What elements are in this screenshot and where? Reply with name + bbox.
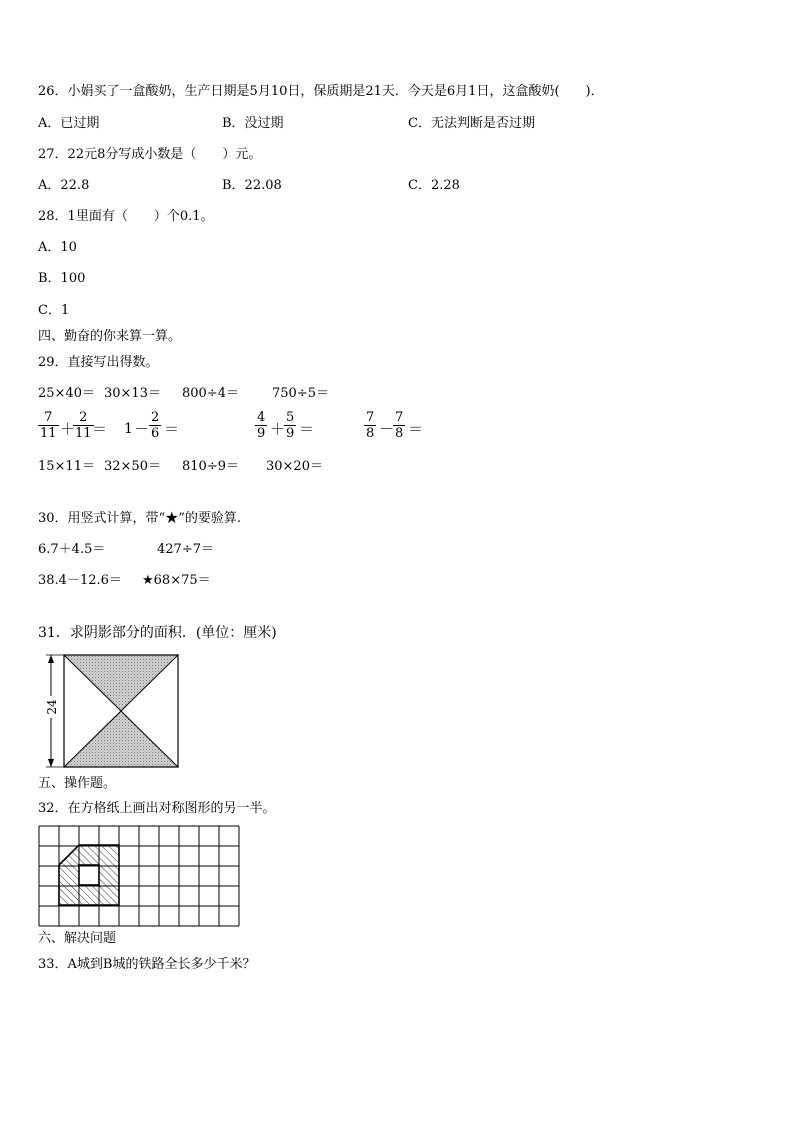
q28-option-a: A．10 (38, 240, 77, 255)
q29-row1-expr-1: 25×40＝ (38, 386, 95, 401)
shaded-triangle-bottom (64, 711, 178, 767)
equals-sign: ＝ (408, 420, 424, 438)
q31-shaded-square-figure (38, 650, 183, 772)
hatched-half-figure (59, 845, 119, 905)
denominator: 8 (366, 426, 375, 441)
equals-sign: ＝ (299, 420, 315, 438)
hatched-cell (79, 885, 99, 905)
dimension-label: 24 (45, 699, 59, 715)
plus-operator: ＋ (60, 420, 76, 438)
q29-stem: 29．直接写出得数。 (38, 355, 159, 370)
q29-fraction (364, 410, 376, 441)
q29-row1-expr-3: 800÷4＝ (182, 386, 239, 401)
q26-stem: 26．小娟买了一盒酸奶，生产日期是5月10日，保质期是21天．今天是6月1日，这盒酸奶( )． (38, 84, 604, 99)
q29-row1-expr-4: 750÷5＝ (272, 386, 329, 401)
arrow-up-icon (48, 655, 54, 663)
hatched-cell (59, 885, 79, 905)
minus-operator: － (379, 420, 395, 438)
section-6-heading: 六、解决问题 (38, 931, 117, 946)
section-5-heading: 五、操作题。 (38, 776, 117, 791)
q30-item-4: ★68×75＝ (142, 573, 211, 588)
q26-option-a: A．已过期 (38, 116, 100, 131)
minus-operator: － (134, 420, 150, 438)
hatched-cell (99, 845, 119, 865)
q26-option-c: C．无法判断是否过期 (408, 116, 535, 131)
arrow-down-icon (48, 759, 54, 767)
numerator: 2 (151, 410, 160, 425)
figure-inner-outline (79, 865, 99, 885)
numerator: 7 (395, 410, 404, 425)
q29-row3-expr-3: 810÷9＝ (182, 459, 239, 474)
whole-number: 1 (124, 421, 133, 437)
equals-sign: ＝ (164, 420, 180, 438)
hatched-cell (99, 865, 119, 885)
denominator: 9 (257, 426, 266, 441)
q27-stem: 27．22元8分写成小数是（ ）元。 (38, 147, 262, 162)
q29-fraction (38, 410, 59, 441)
q29-row3-expr-2: 32×50＝ (104, 459, 161, 474)
shaded-triangle-top (64, 655, 178, 711)
denominator: 11 (75, 426, 92, 441)
q29-fraction (149, 410, 161, 441)
q29-row3-expr-1: 15×11＝ (38, 459, 95, 474)
denominator: 8 (395, 426, 404, 441)
q27-option-c: C．2.28 (408, 178, 460, 193)
q27-option-a: A．22.8 (38, 178, 90, 193)
hatched-cell (99, 885, 119, 905)
denominator: 11 (40, 426, 57, 441)
q27-option-b: B．22.08 (222, 178, 282, 193)
denominator: 9 (286, 426, 295, 441)
q32-grid-paper (37, 824, 245, 928)
q32-stem: 32．在方格纸上画出对称图形的另一半。 (38, 801, 276, 816)
q28-option-b: B．100 (38, 271, 86, 286)
q29-row1-expr-2: 30×13＝ (104, 386, 161, 401)
numerator: 2 (79, 410, 88, 425)
hatched-cell (59, 865, 79, 885)
numerator: 5 (286, 410, 295, 425)
q30-item-1: 6.7＋4.5＝ (38, 542, 106, 557)
q26-option-b: B．没过期 (222, 116, 284, 131)
q29-row3-expr-4: 30×20＝ (266, 459, 323, 474)
q29-fraction (73, 410, 94, 441)
denominator: 6 (151, 426, 160, 441)
q33-stem: 33．A城到B城的铁路全长多少千米？ (38, 957, 256, 972)
plus-operator: ＋ (270, 420, 286, 438)
q30-stem: 30．用竖式计算，带“★”的要验算. (38, 511, 241, 526)
q28-option-c: C．1 (38, 303, 70, 318)
q28-stem: 28．1里面有（ ）个0.1。 (38, 209, 214, 224)
hatched-triangle-cell (79, 845, 99, 865)
q29-fraction (393, 410, 405, 441)
q30-item-2: 427÷7＝ (157, 542, 214, 557)
q29-fraction (284, 410, 296, 441)
equals-sign: ＝ (92, 420, 108, 438)
q30-item-3: 38.4－12.6＝ (38, 573, 122, 588)
numerator: 7 (366, 410, 375, 425)
q31-stem: 31．求阴影部分的面积．(单位：厘米) (38, 625, 277, 641)
numerator: 7 (44, 410, 53, 425)
q29-fraction (255, 410, 267, 441)
section-4-heading: 四、勤奋的你来算一算。 (38, 329, 182, 344)
numerator: 4 (257, 410, 266, 425)
